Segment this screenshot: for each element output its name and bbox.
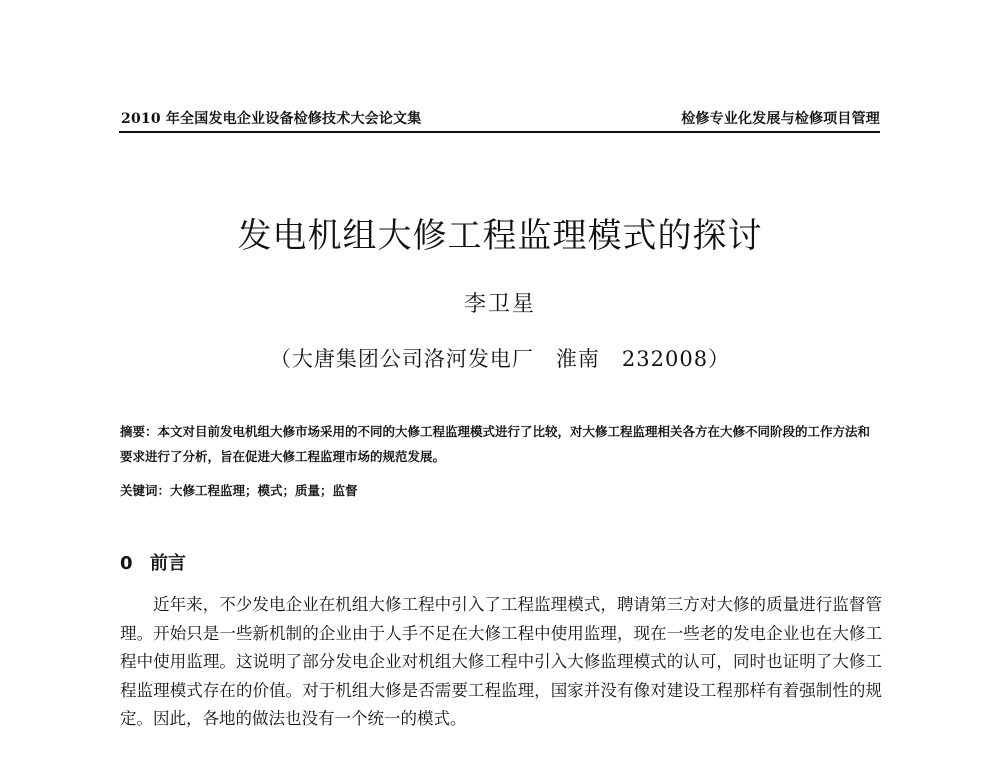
- section-number: 0: [120, 553, 133, 574]
- header-left: 2010 年全国发电企业设备检修技术大会论文集: [121, 111, 422, 127]
- running-header: [121, 108, 880, 128]
- header-right: 检修专业化发展与检修项目管理: [681, 111, 880, 127]
- keywords: [120, 478, 882, 503]
- abstract-label: 摘要：: [120, 424, 158, 439]
- body-paragraph: 近年来，不少发电企业在机组大修工程中引入了工程监理模式，聘请第三方对大修的质量进行监督管理。开始只是一些新机制的企业由于人手不足在大修工程中使用监理，现在一些老的发电企业也在大修工程中使用监理。这说明了部分发电企业对机组大修工程中引入大修监理模式的认可，同时也证明了大修工程监理模式存在的价值。对于机组大修是否需要工程监理，国家并没有像对建设工程那样有着强制性的规定。因此，各地的做法也没有一个统一的模式。: [120, 595, 882, 728]
- abstract: [120, 419, 882, 469]
- author-name: 李卫星: [463, 292, 536, 317]
- keywords-label: 关键词：: [120, 483, 171, 498]
- section-title: 前言: [150, 553, 186, 574]
- paper-title: 发电机组大修工程监理模式的探讨: [237, 216, 763, 256]
- keywords-text: 大修工程监理；模式；质量；监督: [170, 483, 358, 498]
- abstract-text: 本文对目前发电机组大修市场采用的不同的大修工程监理模式进行了比较，对大修工程监理相关各方在大修不同阶段的工作方法和要求进行了分析，旨在促进大修工程监理市场的规范发展。: [120, 424, 871, 464]
- header-rule: [119, 131, 880, 133]
- author-affiliation: （大唐集团公司洛河发电厂 淮南 232008）: [269, 347, 731, 371]
- section-heading: [120, 549, 186, 575]
